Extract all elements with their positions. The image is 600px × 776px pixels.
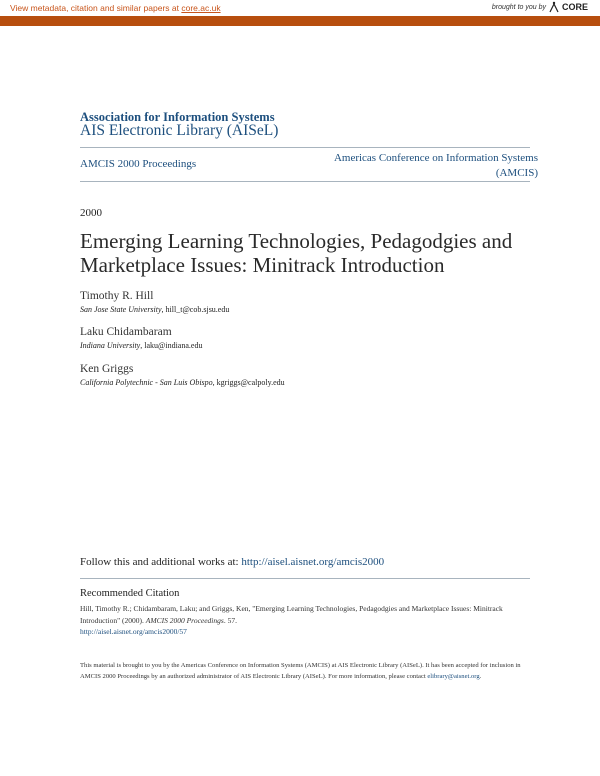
- core-banner: [0, 0, 600, 16]
- citation-url-link[interactable]: http://aisel.aisnet.org/amcis2000/57: [80, 627, 187, 636]
- footer-notice: [80, 660, 530, 682]
- paper-year: 2000: [80, 207, 102, 219]
- footer-email-link[interactable]: elibrary@aisnet.org: [427, 673, 480, 680]
- citation-text-2: . 57.: [223, 615, 237, 625]
- header-divider-bottom: [80, 181, 530, 182]
- author-name: Timothy R. Hill: [80, 290, 154, 302]
- follow-prefix: Follow this and additional works at:: [80, 556, 242, 568]
- affiliation-institution: California Polytechnic - San Luis Obispo: [80, 378, 213, 387]
- affiliation-institution: Indiana University: [80, 341, 141, 350]
- core-metadata-link[interactable]: [10, 3, 221, 13]
- conference-line-2: (AMCIS): [495, 167, 538, 179]
- proceedings-link[interactable]: AMCIS 2000 Proceedings: [80, 158, 197, 170]
- conference-line-1: Americas Conference on Information Systems: [333, 152, 538, 164]
- follow-line: [80, 556, 384, 568]
- citation-venue: AMCIS 2000 Proceedings: [145, 615, 224, 625]
- affiliation-institution: San Jose State University: [80, 305, 162, 314]
- brought-by-text: brought to you by: [491, 3, 546, 11]
- footer-text-1: This material is brought to you by the Americas Conference on Information Systems (AMCIS) at AIS Electronic Library (AISeL). It has been accepted for inclusion in AMCIS 2000 Proceedings by an authorized administrator of AIS Electronic Library (AISeL). For more information, please contact: [80, 662, 521, 680]
- association-name[interactable]: Association for Information Systems: [80, 110, 275, 124]
- core-ac-uk-link[interactable]: core.ac.uk: [181, 3, 221, 13]
- core-brand[interactable]: [492, 1, 588, 13]
- author-affiliation: [80, 341, 202, 350]
- follow-url-link[interactable]: http://aisel.aisnet.org/amcis2000: [241, 556, 385, 568]
- author-email: , laku@indiana.edu: [140, 341, 203, 350]
- header-divider-top: [80, 147, 530, 148]
- footer-text-2: .: [479, 673, 482, 680]
- provided-by-text: provided by AIS Electronic Library (AISeL): [477, 33, 590, 39]
- author-name: Ken Griggs: [80, 363, 134, 375]
- author-affiliation: [80, 305, 229, 314]
- core-provider-strip: [0, 16, 600, 39]
- core-link-prefix: View metadata, citation and similar papers at: [10, 3, 182, 13]
- recommended-citation: [80, 603, 520, 638]
- recommended-citation-heading: Recommended Citation: [80, 588, 180, 599]
- author-name: Laku Chidambaram: [80, 326, 172, 338]
- paper-title: Emerging Learning Technologies, Pedagodgies and Marketplace Issues: Minitrack Introduction: [80, 229, 513, 277]
- conference-link[interactable]: [298, 151, 538, 181]
- library-name[interactable]: AIS Electronic Library (AISeL): [80, 122, 279, 139]
- citation-text-1: Hill, Timothy R.; Chidambaram, Laku; and Griggs, Ken, "Emerging Learning Technologies, Pedagodgies and Marketplace Issues: Minitrack Introduction" (2000).: [80, 604, 503, 625]
- core-logo-text: CORE: [561, 2, 588, 12]
- citation-divider: [80, 578, 530, 579]
- author-affiliation: [80, 378, 285, 387]
- author-email: , hill_t@cob.sjsu.edu: [161, 305, 230, 314]
- author-email: , kgriggs@calpoly.edu: [212, 378, 285, 387]
- core-logo-icon: [549, 1, 559, 13]
